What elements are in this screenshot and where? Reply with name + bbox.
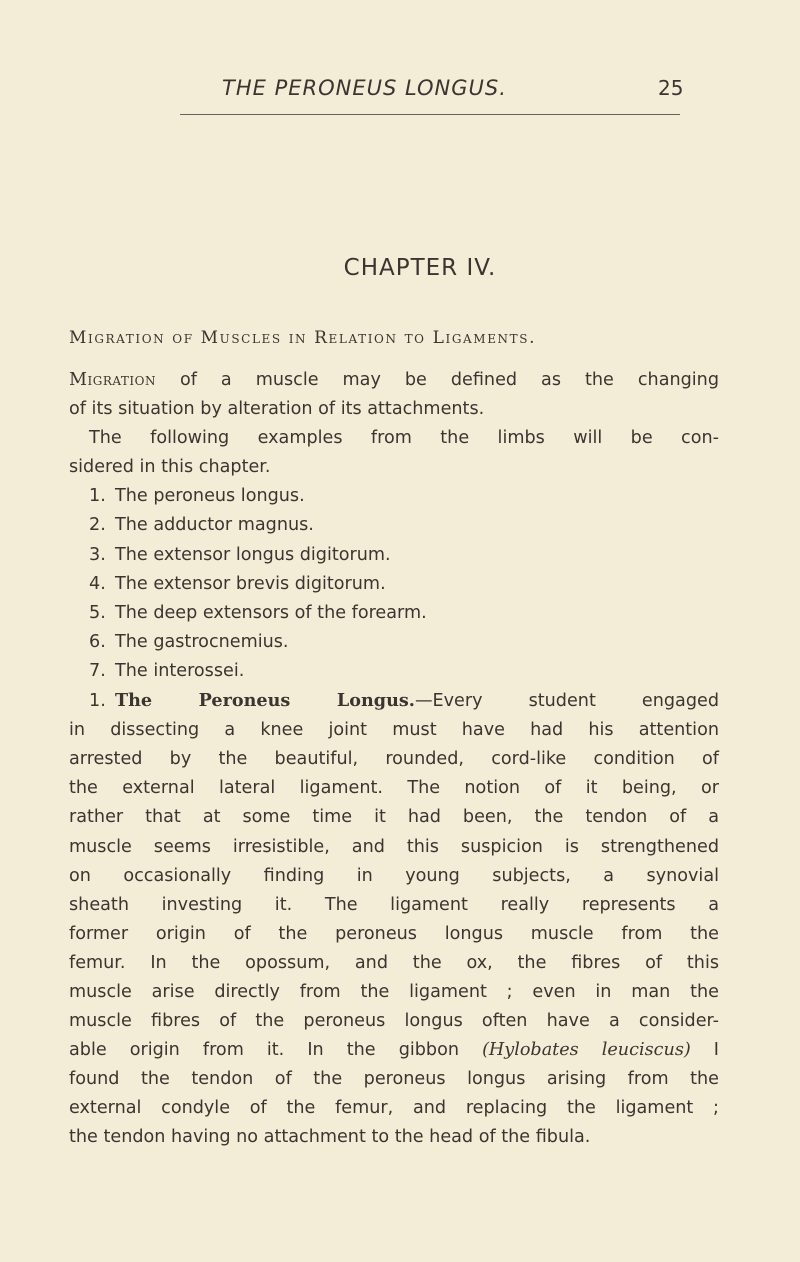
list-number: 6. — [89, 631, 106, 652]
text-line: external condyle of the femur, and replacing the ligament ; — [69, 1098, 719, 1119]
text-line: rather that at some time it had been, the tendon of a — [69, 807, 719, 828]
text-line: in dissecting a knee joint must have had his attention — [69, 720, 719, 741]
list-text: The adductor magnus. — [115, 515, 314, 536]
text-line: arrested by the beautiful, rounded, cord-like condition of — [69, 749, 719, 770]
list-number: 3. — [89, 544, 106, 565]
text-fragment: I — [690, 1040, 719, 1061]
list-number: 2. — [89, 515, 106, 536]
page-number: 25 — [658, 76, 684, 100]
list-text: The interossei. — [115, 660, 245, 681]
header-rule — [180, 114, 680, 115]
running-title: THE PERONEUS LONGUS. — [222, 76, 507, 100]
text-line: former origin of the peroneus longus muscle from the — [69, 923, 719, 944]
text-fragment: able origin from it. In the gibbon — [69, 1040, 483, 1061]
text-line: muscle seems irresistible, and this suspicion is strengthened — [69, 836, 719, 857]
running-head — [0, 76, 800, 106]
list-text: The extensor brevis digitorum. — [115, 573, 386, 594]
list-text: The extensor longus digitorum. — [115, 544, 391, 565]
list-number: 7. — [89, 660, 106, 681]
list-item — [69, 599, 719, 628]
body-text — [69, 366, 719, 1153]
text-line — [69, 686, 719, 716]
section-number: 1. — [89, 691, 106, 712]
chapter-subtitle: Migration of Muscles in Relation to Ligaments. — [69, 328, 537, 348]
text-line: sidered in this chapter. — [69, 457, 271, 478]
list-number: 5. — [89, 602, 106, 623]
list-item — [69, 511, 719, 540]
text-line: muscle fibres of the peroneus longus often have a consider- — [69, 1011, 719, 1032]
species-name: (Hylobates leuciscus) — [482, 1040, 691, 1061]
text-line: of its situation by alteration of its attachments. — [69, 399, 485, 420]
list-text: The deep extensors of the forearm. — [115, 602, 427, 623]
list-text: The peroneus longus. — [115, 486, 305, 507]
list-number: 1. — [89, 486, 106, 507]
list-item — [69, 482, 719, 511]
list-item — [69, 541, 719, 570]
list-text: The gastrocnemius. — [115, 631, 289, 652]
intro-paragraph — [69, 366, 719, 482]
text-fragment: of a muscle may be defined as the changing — [155, 370, 719, 390]
list-item — [69, 570, 719, 599]
text-line: found the tendon of the peroneus longus arising from the — [69, 1069, 719, 1090]
chapter-heading: CHAPTER IV. — [343, 255, 497, 281]
text-fragment: —Every student engaged — [414, 691, 719, 712]
list-item — [69, 628, 719, 657]
list-number: 4. — [89, 573, 106, 594]
example-list — [69, 482, 719, 686]
text-line: the external lateral ligament. The notion of it being, or — [69, 778, 719, 799]
text-line — [69, 366, 719, 395]
section-heading: The Peroneus Longus. — [115, 690, 415, 712]
section-paragraph — [69, 686, 719, 1153]
text-line: muscle arise directly from the ligament ; even in man the — [69, 981, 719, 1002]
text-line: sheath investing it. The ligament really represents a — [69, 894, 719, 915]
text-line: The following examples from the limbs will be con- — [89, 428, 719, 449]
text-line: the tendon having no attachment to the head of the fibula. — [69, 1127, 591, 1148]
list-item — [69, 657, 719, 686]
text-line: on occasionally finding in young subjects, a synovial — [69, 865, 719, 886]
lead-word: Migration — [69, 370, 156, 390]
text-line: femur. In the opossum, and the ox, the fibres of this — [69, 952, 719, 973]
text-line — [69, 1036, 719, 1065]
